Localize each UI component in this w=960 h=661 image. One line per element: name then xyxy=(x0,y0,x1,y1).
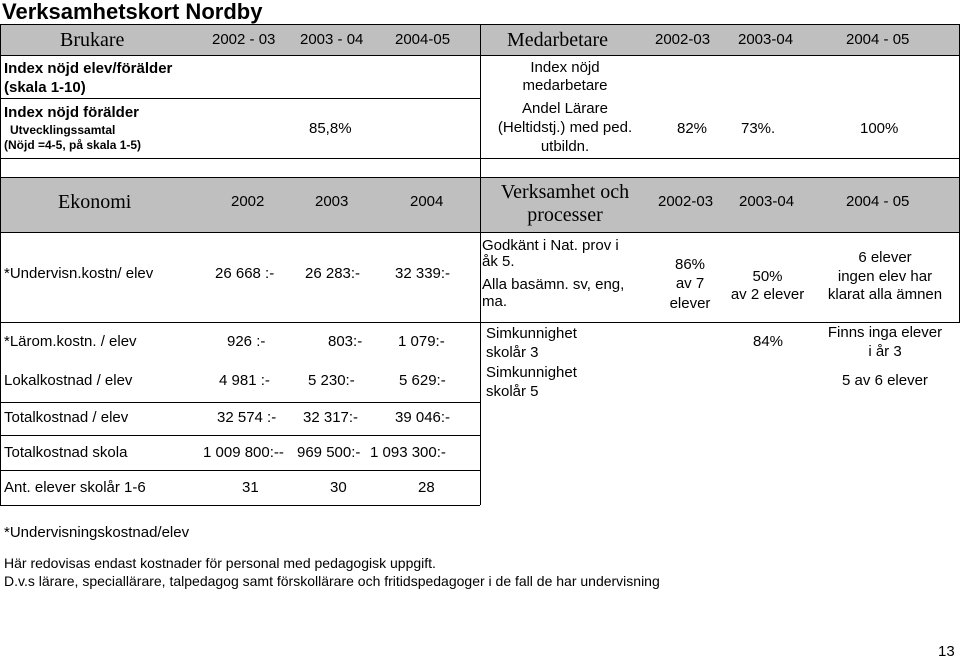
verksamhet-row1-label: ma. xyxy=(482,293,508,310)
medarbetare-row1-label: Index nöjd xyxy=(530,59,600,76)
grid-line xyxy=(0,435,480,436)
page-title: Verksamhetskort Nordby xyxy=(2,0,263,24)
ekonomi-value: 5 629:- xyxy=(399,372,446,389)
ekonomi-row-label: *Lärom.kostn. / elev xyxy=(4,333,137,350)
verksamhet-year: 2003-04 xyxy=(739,193,795,210)
ekonomi-value: 803:- xyxy=(328,333,363,350)
medarbetare-value: 100% xyxy=(860,120,899,137)
medarbetare-row2-label: (Heltidstj.) med ped. xyxy=(497,119,633,136)
page-number: 13 xyxy=(938,643,955,660)
footnote-text: D.v.s lärare, speciallärare, talpedagog samt förskollärare och fritidspedagoger i de fall de har undervisning xyxy=(4,573,660,589)
verksamhet-value: ingen elev har xyxy=(837,268,933,285)
ekonomi-value: 32 574 :- xyxy=(217,409,277,426)
grid-line xyxy=(0,24,1,505)
ekonomi-value: 26 668 :- xyxy=(215,265,275,282)
verksamhet-value: 84% xyxy=(753,333,784,350)
medarbetare-row2-label: Andel Lärare xyxy=(522,100,608,117)
brukare-year: 2003 - 04 xyxy=(300,31,364,48)
verksamhet-header: processer xyxy=(527,204,603,226)
grid-line xyxy=(0,98,480,99)
ekonomi-row-label: Totalkostnad / elev xyxy=(4,409,129,426)
ekonomi-year: 2003 xyxy=(315,193,349,210)
verksamhet-value: 5 av 6 elever xyxy=(842,372,928,389)
ekonomi-row-label: *Undervisn.kostn/ elev xyxy=(4,265,154,282)
grid-line xyxy=(0,505,480,506)
brukare-row2-label: Index nöjd förälder xyxy=(4,104,140,121)
verksamhet-header: Verksamhet och xyxy=(500,181,630,203)
verksamhet-year: 2004 - 05 xyxy=(846,193,910,210)
brukare-row1-label: (skala 1-10) xyxy=(4,79,86,96)
ekonomi-value: 39 046:- xyxy=(395,409,451,426)
ekonomi-value: 30 xyxy=(330,479,347,496)
ekonomi-row-label: Lokalkostnad / elev xyxy=(4,372,133,389)
ekonomi-value: 26 283:- xyxy=(305,265,361,282)
verksamhet-value: i år 3 xyxy=(868,343,902,360)
grid-line xyxy=(480,24,481,505)
medarbetare-year: 2002-03 xyxy=(655,31,711,48)
ekonomi-value: 31 xyxy=(242,479,259,496)
grid-line xyxy=(0,470,480,471)
ekonomi-value: 32 317:- xyxy=(303,409,359,426)
ekonomi-value: 4 981 :- xyxy=(219,372,270,389)
ekonomi-value: 1 079:- xyxy=(398,333,445,350)
ekonomi-year: 2004 xyxy=(410,193,444,210)
ekonomi-value: 969 500:- xyxy=(297,444,361,461)
brukare-year: 2002 - 03 xyxy=(212,31,276,48)
brukare-row1-label: Index nöjd elev/förälder xyxy=(4,60,173,77)
verksamhet-value: 86% xyxy=(674,256,706,273)
verksamhet-row3-label: Simkunnighet xyxy=(486,364,577,381)
ekonomi-value: 1 009 800:-- xyxy=(203,444,284,461)
verksamhet-year: 2002-03 xyxy=(658,193,714,210)
verksamhet-row1-label: Alla basämn. sv, eng, xyxy=(482,276,625,293)
ekonomi-value: 32 339:- xyxy=(395,265,451,282)
verksamhet-value: 6 elever xyxy=(858,249,912,266)
brukare-header: Brukare xyxy=(60,29,125,51)
ekonomi-year: 2002 xyxy=(231,193,265,210)
brukare-row2-label: (Nöjd =4-5, på skala 1-5) xyxy=(4,138,142,152)
verksamhet-value: 50% xyxy=(752,268,783,285)
brukare-year: 2004-05 xyxy=(395,31,451,48)
verksamhet-value: Finns inga elever xyxy=(827,324,943,341)
medarbetare-year: 2003-04 xyxy=(738,31,794,48)
medarbetare-row2-label: utbildn. xyxy=(540,138,590,155)
medarbetare-header: Medarbetare xyxy=(507,29,609,51)
verksamhet-value: av 2 elever xyxy=(730,286,805,303)
verksamhet-value: elever xyxy=(669,295,711,312)
ekonomi-value: 1 093 300:- xyxy=(370,444,446,461)
medarbetare-value: 73%. xyxy=(741,120,776,137)
ekonomi-value: 28 xyxy=(418,479,435,496)
medarbetare-row1-label: medarbetare xyxy=(522,77,608,94)
medarbetare-value: 82% xyxy=(677,120,708,137)
verksamhet-row1-label: Godkänt i Nat. prov i xyxy=(482,237,619,254)
ekonomi-value: 926 :- xyxy=(227,333,266,350)
ekonomi-header: Ekonomi xyxy=(58,191,132,213)
verksamhet-row2-label: skolår 3 xyxy=(486,344,539,361)
brukare-row2-label: Utvecklingssamtal xyxy=(10,123,116,137)
verksamhet-value: klarat alla ämnen xyxy=(827,286,943,303)
ekonomi-row-label: Ant. elever skolår 1-6 xyxy=(4,479,146,496)
ekonomi-row-label: Totalkostnad skola xyxy=(4,444,128,461)
verksamhet-row1-label: åk 5. xyxy=(482,253,515,270)
grid-line xyxy=(0,402,480,403)
verksamhet-row2-label: Simkunnighet xyxy=(486,325,577,342)
ekonomi-value: 5 230:- xyxy=(308,372,355,389)
medarbetare-year: 2004 - 05 xyxy=(846,31,910,48)
verksamhet-value: av 7 xyxy=(675,275,705,292)
brukare-row2-value: 85,8% xyxy=(309,120,352,137)
verksamhet-row3-label: skolår 5 xyxy=(486,383,539,400)
footnote-heading: *Undervisningskostnad/elev xyxy=(4,524,190,541)
footnote-text: Här redovisas endast kostnader för personal med pedagogisk uppgift. xyxy=(4,555,436,571)
